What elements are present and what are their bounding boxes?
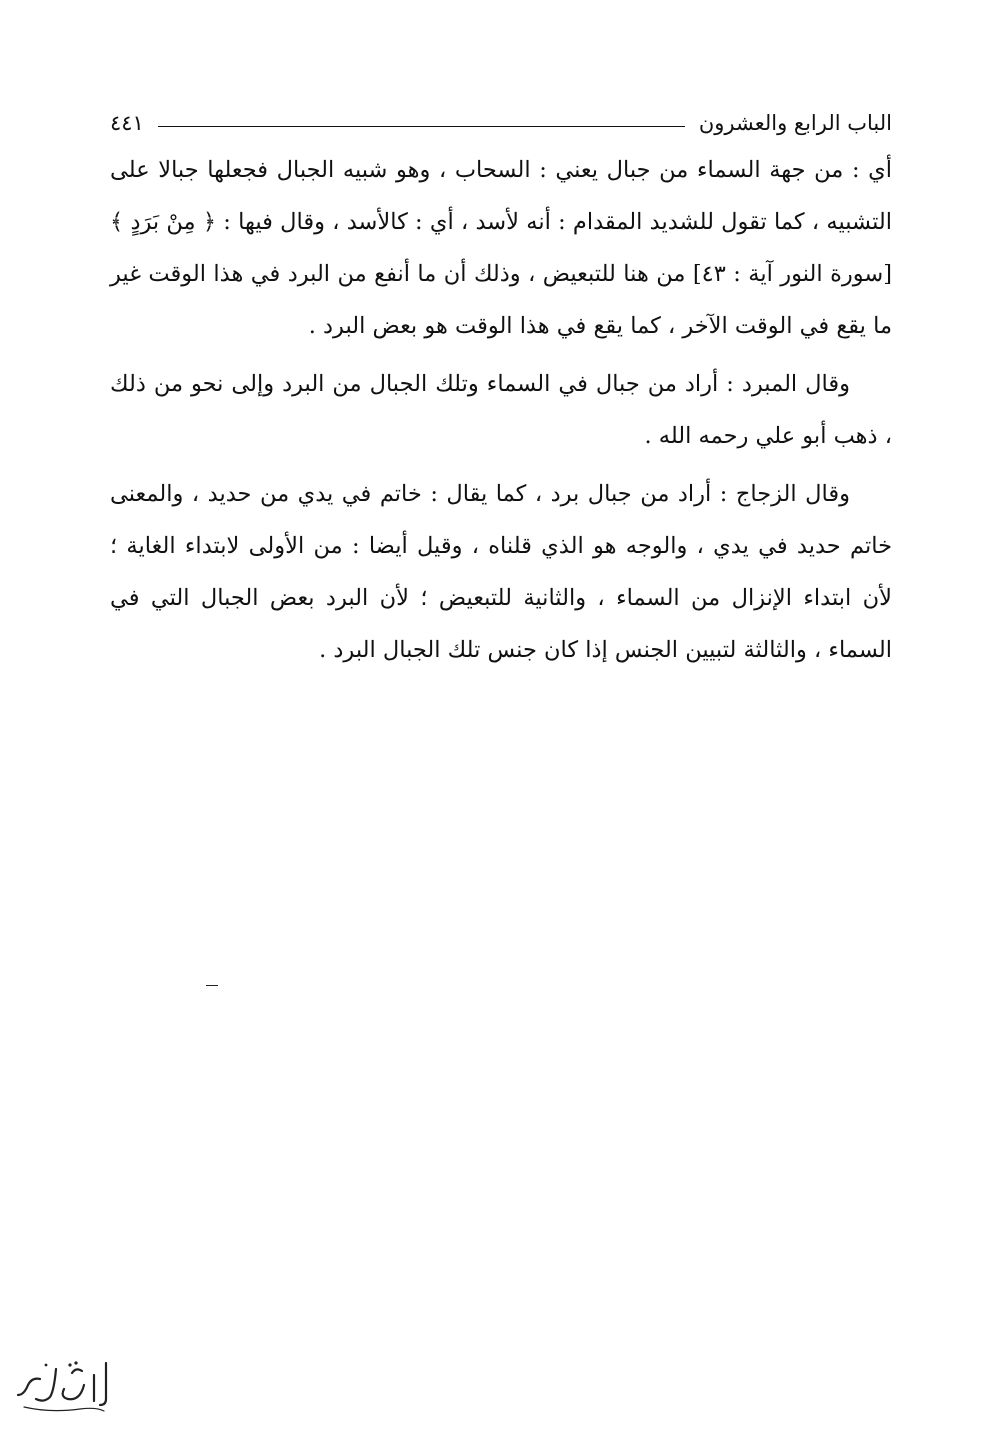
body-text: [110, 144, 892, 676]
paragraph-1: أي : من جهة السماء من جبال يعني : السحاب ، وهو شبيه الجبال فجعلها جبالا على التشبيه ، كما تقول للشديد المقدام : أنه لأسد ، أي : كالأسد ، وقال فيها : ﴿ مِنْ بَرَدٍ ﴾ [سورة النور آية : ٤٣] من هنا للتبعيض ، وذلك أن ما أنفع من البرد في هذا الوقت غير ما يقع في الوقت الآخر ، كما يقع في هذا الوقت هو بعض البرد .: [110, 157, 892, 339]
calligraphy-logo-icon: [10, 1355, 115, 1425]
running-header: [110, 108, 892, 138]
header-rule: [158, 126, 685, 127]
stray-mark-divider: [206, 985, 218, 986]
paragraph-2: وقال المبرد : أراد من جبال في السماء وتلك الجبال من البرد وإلى نحو من ذلك ، ذهب أبو علي رحمه الله .: [110, 371, 892, 449]
page-number: ٤٤١: [110, 111, 144, 135]
svg-text:‏‏‏‏‏‏‏ ‏‏‏: ‏‏‏‏‏‏‏ ‏‏‏: [61, 1416, 63, 1423]
chapter-title: الباب الرابع والعشرون: [698, 111, 892, 135]
paragraph-3: وقال الزجاج : أراد من جبال برد ، كما يقال : خاتم في يدي من حديد ، والمعنى خاتم حديد في يدي ، والوجه هو الذي قلناه ، وقيل أيضا : من الأولى لابتداء الغاية ؛ لأن ابتداء الإنزال من السماء ، والثانية للتبعيض ؛ لأن البرد بعض الجبال التي في السماء ، والثالثة لتبيين الجنس إذا كان جنس تلك الجبال البرد .: [110, 481, 892, 663]
